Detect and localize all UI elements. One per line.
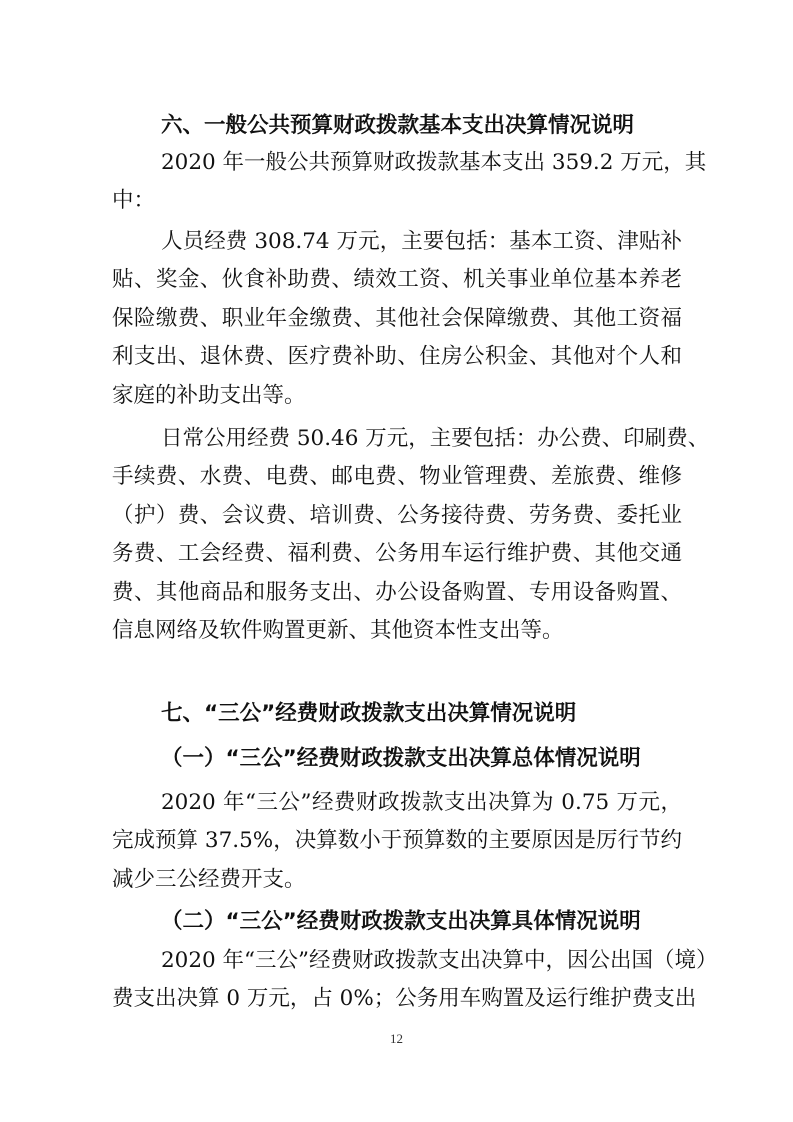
- page-number: 12: [390, 1031, 403, 1046]
- paragraph-line: 减少三公经费开支。: [112, 867, 306, 892]
- paragraph-line: （护）费、会议费、培训费、公务接待费、劳务费、委托业: [112, 503, 682, 528]
- paragraph-line: 保险缴费、职业年金缴费、其他社会保障缴费、其他工资福: [112, 306, 682, 331]
- section-7-heading: 七、“三公”经费财政拨款支出决算情况说明: [161, 701, 577, 726]
- paragraph-line: 中：: [112, 188, 156, 213]
- paragraph-line: 利支出、退休费、医疗费补助、住房公积金、其他对个人和: [112, 344, 682, 369]
- paragraph-line: 贴、奖金、伙食补助费、绩效工资、机关事业单位基本养老: [112, 267, 682, 292]
- paragraph-line: 信息网络及软件购置更新、其他资本性支出等。: [112, 618, 564, 643]
- paragraph-line: 家庭的补助支出等。: [112, 383, 306, 408]
- paragraph-line: 务费、工会经费、福利费、公务用车运行维护费、其他交通: [112, 541, 682, 566]
- subsection-1-heading: （一）“三公”经费财政拨款支出决算总体情况说明: [161, 746, 641, 771]
- paragraph-line: 完成预算 37.5%，决算数小于预算数的主要原因是厉行节约: [112, 828, 682, 853]
- paragraph-line: 2020 年“三公”经费财政拨款支出决算中，因公出国（境）: [161, 948, 718, 973]
- paragraph-line: 2020 年一般公共预算财政拨款基本支出 359.2 万元，其: [161, 150, 707, 175]
- paragraph-line: 2020 年“三公”经费财政拨款支出决算为 0.75 万元，: [161, 790, 682, 815]
- paragraph-line: 人员经费 308.74 万元，主要包括：基本工资、津贴补: [161, 229, 682, 254]
- paragraph-line: 手续费、水费、电费、邮电费、物业管理费、差旅费、维修: [112, 464, 682, 489]
- paragraph-line: 日常公用经费 50.46 万元，主要包括：办公费、印刷费、: [161, 426, 710, 451]
- section-6-heading: 六、一般公共预算财政拨款基本支出决算情况说明: [161, 113, 635, 138]
- paragraph-line: 费、其他商品和服务支出、办公设备购置、专用设备购置、: [112, 580, 682, 605]
- paragraph-line: 费支出决算 0 万元，占 0%；公务用车购置及运行维护费支出: [112, 986, 697, 1011]
- subsection-2-heading: （二）“三公”经费财政拨款支出决算具体情况说明: [161, 909, 641, 934]
